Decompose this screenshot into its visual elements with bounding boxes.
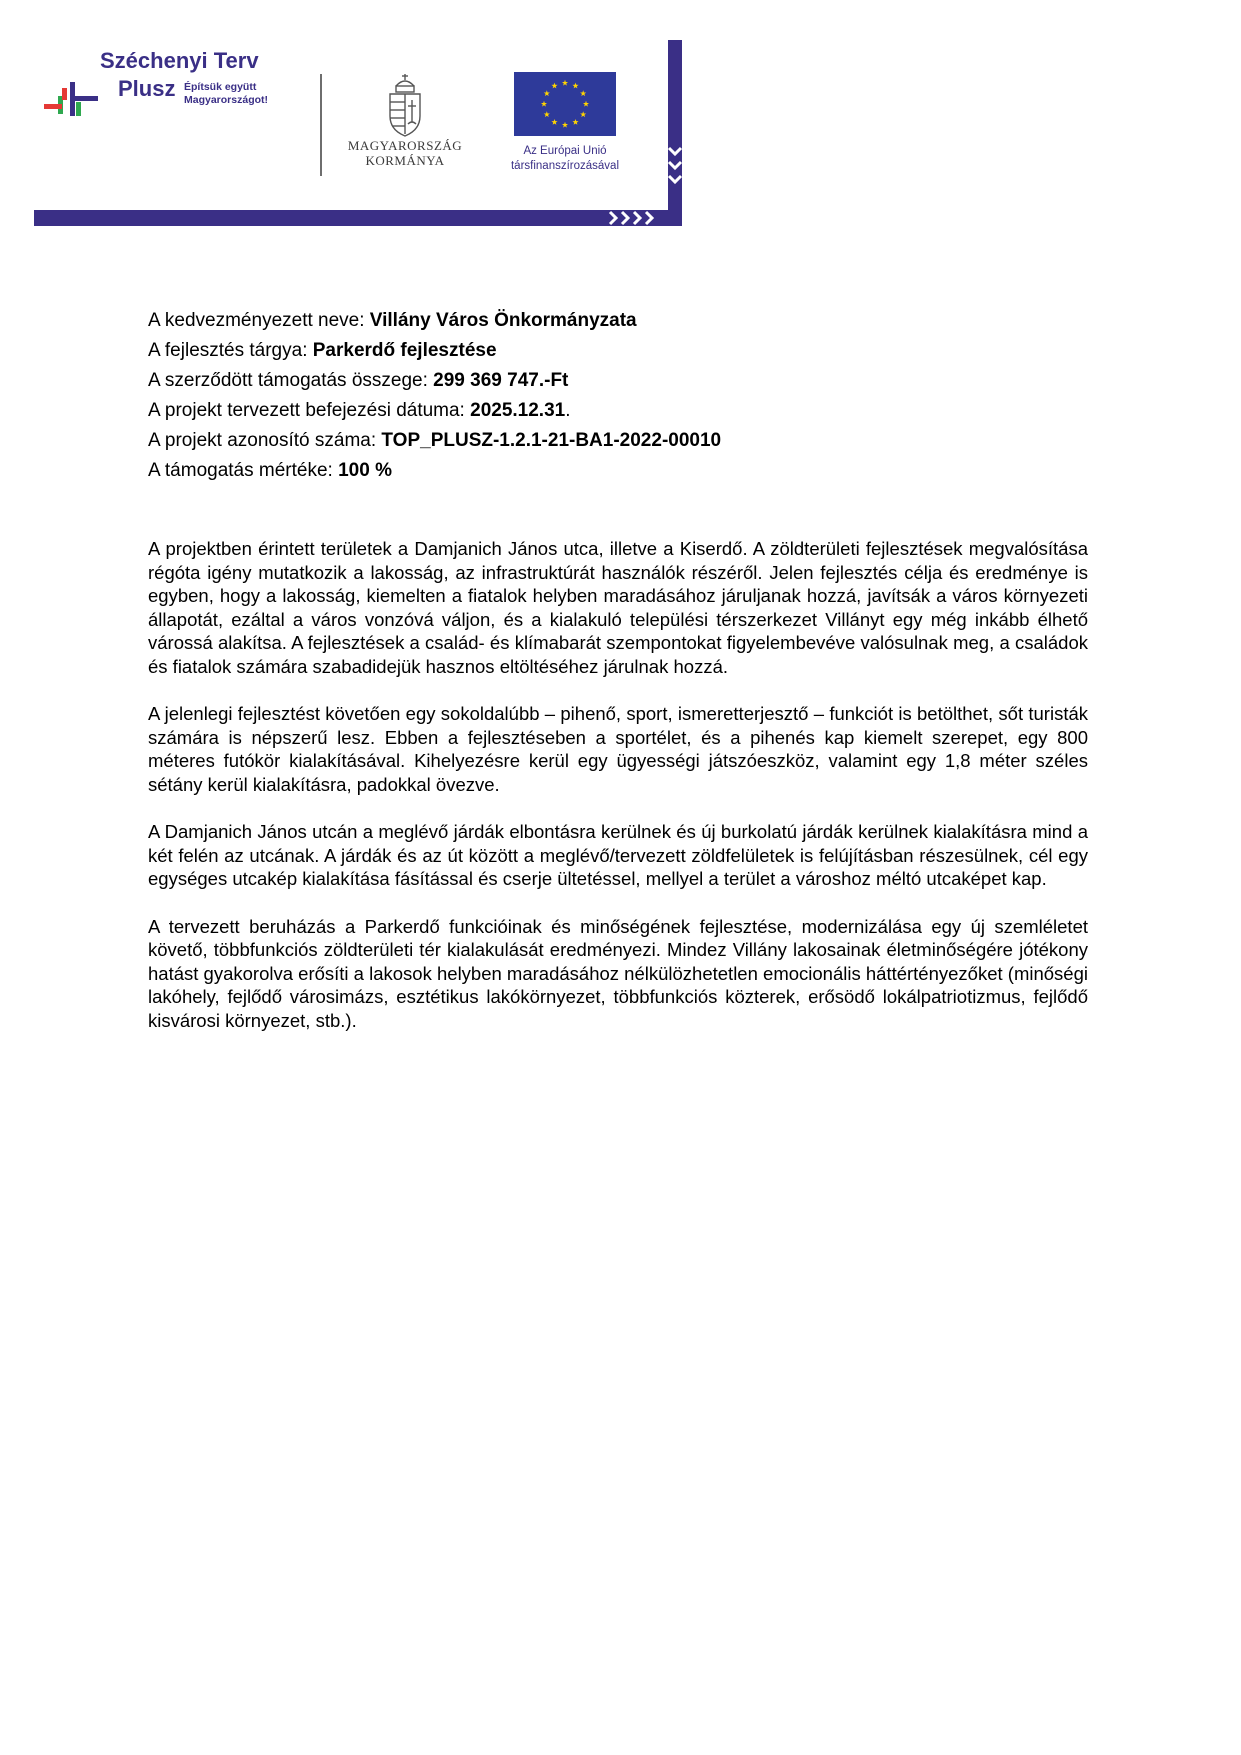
eu-line-1: Az Európai Unió bbox=[523, 145, 607, 157]
eu-star-icon bbox=[541, 101, 547, 107]
szechenyi-slogan-2: Magyarországot! bbox=[184, 94, 269, 106]
szechenyi-terv-logo bbox=[34, 38, 269, 148]
info-row-date: A projekt tervezett befejezési dátuma: 2025.12.31. bbox=[148, 400, 571, 421]
project-description bbox=[148, 537, 1088, 1056]
szechenyi-cross-icon bbox=[34, 38, 104, 118]
info-row-beneficiary bbox=[148, 306, 1088, 336]
kormany-line-2: KORMÁNYA bbox=[365, 153, 445, 168]
eu-logo bbox=[490, 72, 640, 182]
eu-star-icon bbox=[572, 83, 578, 89]
info-value: 100 % bbox=[338, 460, 392, 481]
eu-star-icon bbox=[580, 111, 586, 117]
chevron-right-icon bbox=[604, 208, 674, 228]
eu-star-icon bbox=[551, 119, 557, 125]
info-value: 2025.12.31 bbox=[470, 400, 566, 421]
eu-star-icon bbox=[562, 80, 568, 86]
info-value: 299 369 747.-Ft bbox=[433, 370, 569, 391]
szechenyi-title: Széchenyi Terv bbox=[100, 48, 259, 73]
info-value: Villány Város Önkormányzata bbox=[369, 310, 637, 331]
coat-of-arms-icon bbox=[382, 72, 428, 138]
info-label: A fejlesztés tárgya: bbox=[148, 340, 313, 361]
info-label: A projekt tervezett befejezési dátuma: bbox=[148, 400, 471, 421]
eu-star-icon bbox=[580, 90, 586, 96]
eu-star-icon bbox=[583, 101, 589, 107]
eu-star-icon bbox=[562, 122, 568, 128]
info-value: Parkerdő fejlesztése bbox=[312, 340, 497, 361]
szechenyi-slogan-1: Építsük együtt bbox=[184, 81, 257, 93]
magyarorszag-kormanya-logo bbox=[340, 72, 470, 182]
eu-line-2: társfinanszírozásával bbox=[510, 160, 620, 172]
szechenyi-plusz: Plusz bbox=[118, 76, 176, 101]
info-row-project-id bbox=[148, 426, 1088, 456]
info-label: A szerződött támogatás összege: bbox=[148, 370, 434, 391]
info-row-subject bbox=[148, 336, 1088, 366]
info-value: TOP_PLUSZ-1.2.1-21-BA1-2022-00010 bbox=[381, 430, 722, 451]
eu-star-icon bbox=[544, 111, 550, 117]
paragraph: A jelenlegi fejlesztést követően egy sokoldalúbb – pihenő, sport, ismeretterjesztő – funkciót is betölthet, sőt turisták számára is népszerű lesz. Ebben a fejlesztéseben a sportélet, és a pihenés kap kiemelt szerepet, egy 800 méteres futókör kialakításával. Kihelyezésre kerül egy ügyességi játszóeszköz, valamint egy 1,8 méter széles sétány kerül kialakításra, padokkal övezve. bbox=[148, 703, 1088, 795]
logo-divider bbox=[320, 74, 322, 176]
info-label: A projekt azonosító száma: bbox=[148, 430, 382, 451]
info-label: A kedvezményezett neve: bbox=[148, 310, 370, 331]
eu-star-icon bbox=[551, 83, 557, 89]
eu-flag-icon bbox=[514, 72, 616, 136]
banner-bottom-bar bbox=[34, 210, 682, 226]
info-label: A támogatás mértéke: bbox=[148, 460, 339, 481]
eu-star-icon bbox=[572, 119, 578, 125]
project-info bbox=[148, 306, 1088, 486]
info-row-amount bbox=[148, 366, 1088, 396]
paragraph: A projektben érintett területek a Damjanich János utca, illetve a Kiserdő. A zöldterületi fejlesztések megvalósítása régóta igény mutatkozik a lakosság, az infrastruktúrát használók részéről. Jelen fejlesztés célja és eredménye is egyben, hogy a lakosság, kiemelten a fiatalok helyben maradásához járuljanak hozzá, javítsák a város környezeti állapotát, ezáltal a város vonzóvá váljon, és a kialakuló települési térszerkezet Villányt egy még inkább élhető várossá alakítsa. A fejlesztések a család- és klímabarát szempontokat figyelembevéve valósulnak meg, a családok és fiatalok számára szabadidejük hasznos eltöltéséhez járulnak hozzá. bbox=[148, 538, 1088, 677]
paragraph: A tervezett beruházás a Parkerdő funkcióinak és minőségének fejlesztése, modernizálása egy új szemléletet követő, többfunkciós zöldterületi tér kialakulását eredményezi. Mindez Villány lakosainak életminőségére jótékony hatást gyakorolva erősíti a lakosok helyben maradásához nélkülözhetetlen emocionális háttértényezőket (minőségi lakóhely, fejlődő városimázs, esztétikus lakókörnyezet, többfunkciós közterek, erősödő lokálpatriotizmus, fejlődő kisvárosi környezet, stb.). bbox=[148, 915, 1088, 1031]
kormany-line-1: MAGYARORSZÁG bbox=[347, 138, 463, 153]
eu-star-icon bbox=[544, 90, 550, 96]
paragraph: A Damjanich János utcán a meglévő járdák elbontásra kerülnek és új burkolatú járdák kerülnek kialakításra mind a két felén az utcának. A járdák és az út között a meglévő/tervezett zöldfelületek is felújításban részesülnek, cél egy egységes utcakép kialakítása fásítással és cserje ültetéssel, mellyel a terület a városhoz méltó utcaképet kap. bbox=[148, 821, 1088, 889]
info-row-rate bbox=[148, 456, 1088, 486]
